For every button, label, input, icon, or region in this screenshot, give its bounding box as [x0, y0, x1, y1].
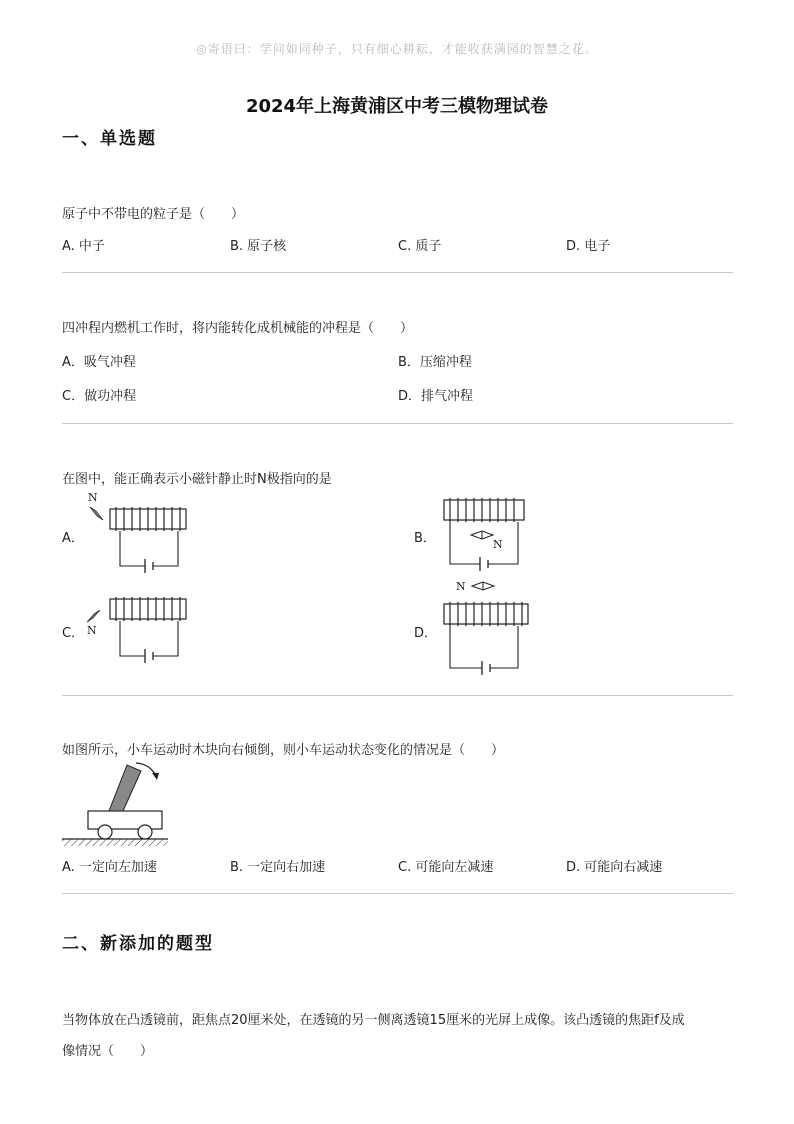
- cart-wheel-right: [138, 825, 152, 839]
- battery-icon: [145, 649, 153, 663]
- watermark: ◎寄语曰：学问如同种子，只有细心耕耘，才能收获满园的智慧之花。: [196, 42, 598, 56]
- question-4-stem: 如图所示，小车运动时木块向右倾倒，则小车运动状态变化的情况是（ ）: [62, 743, 505, 758]
- compass-n-label: N: [87, 624, 97, 637]
- question-3-option-a[interactable]: A．: [62, 531, 84, 546]
- question-4-option-a[interactable]: A. 一定向左加速: [62, 860, 157, 875]
- battery-icon: [482, 661, 490, 675]
- question-2-option-d[interactable]: D．排气冲程: [398, 389, 474, 404]
- compass-needle-icon: [90, 507, 103, 520]
- section-heading-single-choice: 一、单选题: [62, 129, 157, 149]
- circuit-wire: [120, 531, 178, 566]
- page-title: 2024年上海黄浦区中考三模物理试卷: [245, 96, 549, 117]
- coil-windings: [116, 597, 180, 621]
- solenoid-figure-c: [82, 590, 202, 670]
- solenoid-figure-b: [434, 490, 544, 580]
- circuit-wire: [120, 621, 178, 656]
- coil-windings: [450, 498, 514, 522]
- divider: [62, 893, 733, 894]
- solenoid-figure-a: [82, 490, 202, 580]
- wooden-block: [109, 765, 141, 811]
- solenoid-figure-d: [434, 574, 544, 678]
- solenoid-core: [444, 500, 524, 520]
- question-4-option-d[interactable]: D. 可能向右减速: [566, 860, 663, 875]
- question-1-option-c[interactable]: C. 质子: [398, 239, 442, 254]
- question-4-option-b[interactable]: B. 一定向右加速: [230, 860, 326, 875]
- circuit-wire: [450, 522, 518, 564]
- compass-needle-icon: [87, 610, 100, 622]
- divider: [62, 695, 733, 696]
- question-3-stem: 在图中，能正确表示小磁针静止时N极指向的是: [62, 472, 332, 487]
- question-2-stem: 四冲程内燃机工作时，将内能转化成机械能的冲程是（ ）: [62, 321, 414, 336]
- ground-hatching: [62, 839, 168, 846]
- divider: [62, 272, 733, 273]
- coil-windings: [450, 602, 522, 626]
- question-3-option-c[interactable]: C．: [62, 626, 85, 641]
- question-2-option-a[interactable]: A．吸气冲程: [62, 355, 136, 370]
- question-4-option-c[interactable]: C. 可能向左减速: [398, 860, 494, 875]
- battery-icon: [480, 557, 488, 571]
- compass-n-label: N: [88, 491, 98, 504]
- cart-body: [88, 811, 162, 829]
- question-1-stem: 原子中不带电的粒子是（ ）: [62, 207, 245, 222]
- question-1-option-d[interactable]: D. 电子: [566, 239, 611, 254]
- question-2-option-b[interactable]: B．压缩冲程: [398, 355, 472, 370]
- arrowhead-icon: [152, 773, 159, 780]
- compass-n-label: N: [493, 538, 503, 551]
- cart-block-figure: [60, 758, 170, 848]
- compass-n-label: N: [456, 580, 466, 593]
- question-3-option-d[interactable]: D．: [414, 626, 438, 641]
- question-1-option-b[interactable]: B. 原子核: [230, 239, 287, 254]
- cart-wheel-left: [98, 825, 112, 839]
- battery-icon: [145, 559, 153, 573]
- question-2-option-c[interactable]: C．做功冲程: [62, 389, 137, 404]
- question-5-stem-line-1: 当物体放在凸透镜前，距焦点20厘米处，在透镜的另一侧离透镜15厘米的光屏上成像。该凸透镜的焦距f及成: [62, 1013, 685, 1028]
- section-heading-new-type: 二、新添加的题型: [62, 934, 214, 954]
- question-5-stem-line-2: 像情况（ ）: [62, 1044, 154, 1059]
- solenoid-core: [444, 604, 528, 624]
- coil-windings: [116, 507, 180, 531]
- circuit-wire: [450, 626, 518, 668]
- divider: [62, 423, 733, 424]
- question-1-option-a[interactable]: A. 中子: [62, 239, 105, 254]
- question-3-option-b[interactable]: B．: [414, 531, 436, 546]
